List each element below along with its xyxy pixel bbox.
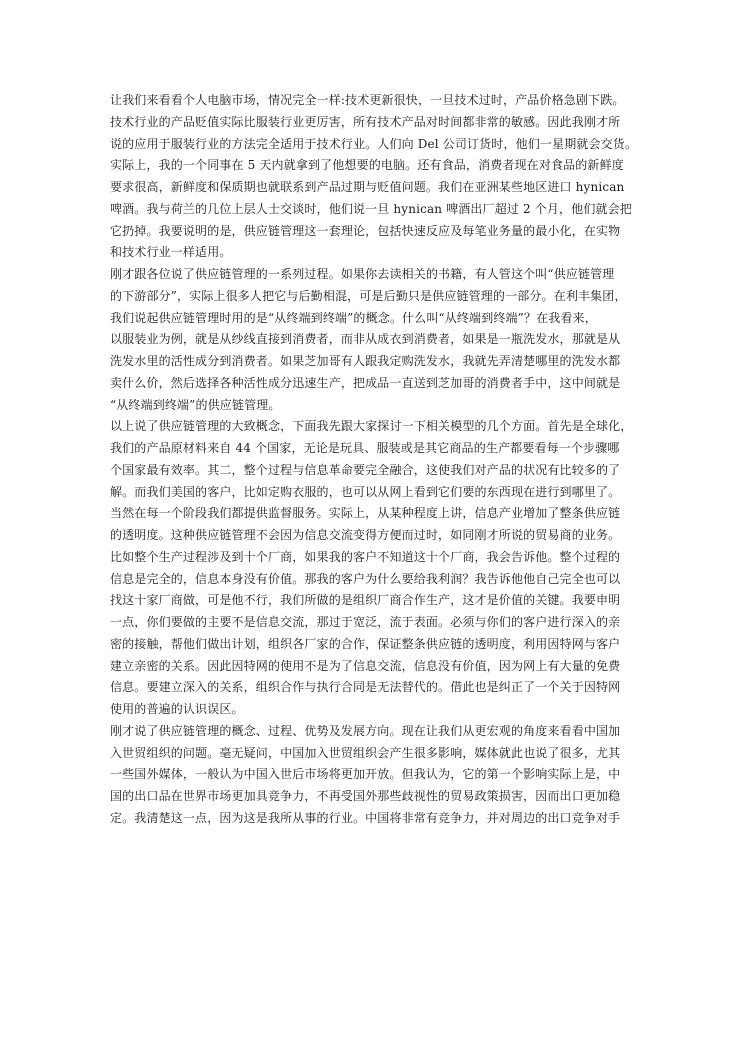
document-body [110,90,640,830]
text-line: 说的应用于服装行业的方法完全适用于技术行业。人们向 Del 公司订货时，他们一星期就会交货。 [110,136,638,151]
text-line: 当然在每一个阶段我们都提供监督服务。实际上，从某种程度上讲，信息产业增加了整条供应链 [110,506,621,521]
text-line: 使用的普遍的认识误区。 [110,702,244,716]
text-line: 解。而我们美国的客户，比如定购衣服的，也可以从网上看到它们要的东西现在进行到哪里了。 [110,484,621,499]
text-line: 一些国外媒体，一般认为中国入世后市场将更加开放。但我认为，它的第一个影响实际上是，中 [110,767,621,782]
text-line: 实际上，我的一个同事在 5 天内就拿到了他想要的电脑。还有食品，消费者现在对食品的新鲜度 [110,158,624,173]
text-line: 信息是完全的，信息本身没有价值。那我的客户为什么要给我利润？我告诉他他自己完全也可以 [110,571,621,586]
text-line: 一点，你们要做的主要不是信息交流，那过于宽泛，流于表面。必须与你们的客户进行深入的亲 [110,615,621,629]
text-line: 我们说起供应链管理时用的是“从终端到终端”的概念。什么叫“从终端到终端”？在我看来， [110,310,597,325]
text-line: 的透明度。这种供应链管理不会因为信息交流变得方便而过时，如同刚才所说的贸易商的业务。 [110,528,621,542]
text-line: 定。我清楚这一点，因为这是我所从事的行业。中国将非常有竞争力，并对周边的出口竞争对手 [110,810,621,825]
text-line: 以上说了供应链管理的大致概念，下面我先跟大家探讨一下相关模型的几个方面。首先是全球化， [110,419,633,434]
text-line: 刚才跟各位说了供应链管理的一系列过程。如果你去读相关的书籍，有人管这个叫“供应链管理 [110,267,615,281]
text-line: 要求很高，新鲜度和保质期也就联系到产品过期与贬值问题。我们在亚洲某些地区进口 hynican [110,180,625,194]
text-line: 刚才说了供应链管理的概念、过程、优势及发展方向。现在让我们从更宏观的角度来看看中国加 [110,723,621,738]
text-line: “从终端到终端”的供应链管理。 [110,397,281,412]
text-line: 我们的产品原材料来自 44 个国家，无论是玩具、服装或是其它商品的生产都要看每一个步骤哪 [110,441,620,455]
text-line: 让我们来看看个人电脑市场，情况完全一样:技术更新很快，一旦技术过时，产品价格急剧下跌。 [110,93,625,107]
text-line: 它扔掉。我要说明的是，供应链管理这一套理论，包括快速反应及每笔业务量的最小化，在实物 [110,223,621,238]
text-line: 以服装业为例，就是从纱线直接到消费者，而非从成衣到消费者，如果是一瓶洗发水，那就是从 [110,332,621,347]
text-line: 入世贸组织的问题。毫无疑问，中国加入世贸组织会产生很多影响，媒体就此也说了很多，尤其 [110,745,621,760]
text-line: 个国家最有效率。其二，整个过程与信息革命要完全融合，这使我们对产品的状况有比较多的了 [110,462,621,477]
text-line: 信息。要建立深入的关系，组织合作与执行合同是无法替代的。借此也是纠正了一个关于因特网 [110,680,621,695]
text-line: 卖什么价，然后选择各种活性成分迅速生产，把成品一直送到芝加哥的消费者手中，这中间就是 [110,375,621,390]
text-line: 啤酒。我与荷兰的几位上层人士交谈时，他们说一旦 hynican 啤酒出厂超过 2 个月，他们就会把 [110,201,632,216]
text-line: 密的接触，帮他们做出计划，组织各厂家的合作，保证整条供应链的透明度，利用因特网与客户 [110,636,621,651]
text-line: 建立亲密的关系。因此因特网的使用不是为了信息交流，信息没有价值，因为网上有大量的免费 [110,658,621,673]
text-line: 和技术行业一样适用。 [110,245,232,260]
text-line: 洗发水里的活性成分到消费者。如果芝加哥有人跟我定购洗发水，我就先弄清楚哪里的洗发水都 [110,354,621,368]
text-line: 找这十家厂商做，可是他不行，我们所做的是组织厂商合作生产，这才是价值的关键。我要申明 [110,593,621,608]
text-line: 的下游部分”，实际上很多人把它与后勤相混，可是后勤只是供应链管理的一部分。在利丰集团， [110,288,627,303]
text-line: 比如整个生产过程涉及到十个厂商，如果我的客户不知道这十个厂商，我会告诉他。整个过程的 [110,549,621,564]
text-line: 国的出口品在世界市场更加具竞争力，不再受国外那些歧视性的贸易政策损害，因而出口更加稳 [110,789,621,803]
text-line: 技术行业的产品贬值实际比服装行业更厉害，所有技术产品对时间都非常的敏感。因此我刚才所 [110,114,621,129]
